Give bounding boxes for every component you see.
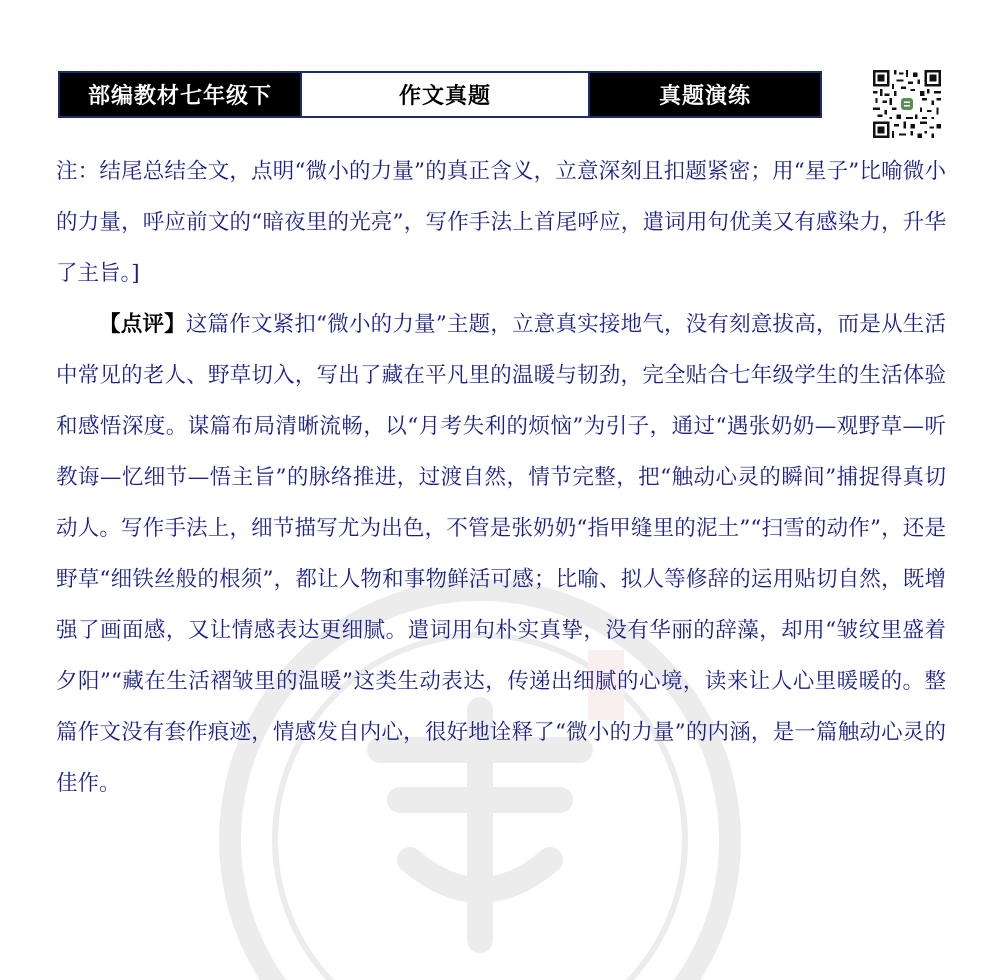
review-label: 【点评】: [99, 312, 186, 337]
header-category: 作文真题: [300, 73, 590, 116]
review-text: 这篇作文紧扣“微小的力量”主题，立意真实接地气，没有刻意拔高，而是从生活中常见的老人、野草切入，写出了藏在平凡里的温暖与韧劲，完全贴合七年级学生的生活体验和感悟深度。谋篇布局清晰流畅，以“月考失利的烦恼”为引子，通过“遇张奶奶—观野草—听教诲—忆细节—悟主旨”的脉络推进，过渡自然，情节完整，把“触动心灵的瞬间”捕捉得真切动人。写作手法上，细节描写尤为出色，不管是张奶奶“指甲缝里的泥土”“扫雪的动作”，还是野草“细铁丝般的根须”，都让人物和事物鲜活可感；比喻、拟人等修辞的运用贴切自然，既增强了画面感，又让情感表达更细腻。遣词用句朴实真挚，没有华丽的辞藻，却用“皱纹里盛着夕阳”“藏在生活褶皱里的温暖”这类生动表达，传递出细腻的心境，读来让人心里暖暖的。整篇作文没有套作痕迹，情感发自内心，很好地诠释了“微小的力量”的内涵，是一篇触动心灵的佳作。: [56, 312, 946, 796]
essay-commentary: [56, 146, 946, 809]
header-section: 真题演练: [590, 73, 820, 116]
qr-code-icon: [873, 70, 941, 138]
review-paragraph: [56, 299, 946, 809]
header-textbook: 部编教材七年级下: [60, 73, 300, 116]
note-paragraph: 注：结尾总结全文，点明“微小的力量”的真正含义，立意深刻且扣题紧密；用“星子”比喻微小的力量，呼应前文的“暗夜里的光亮”，写作手法上首尾呼应，遣词用句优美又有感染力，升华了主旨。]: [56, 159, 946, 286]
header-bar: [58, 71, 822, 118]
